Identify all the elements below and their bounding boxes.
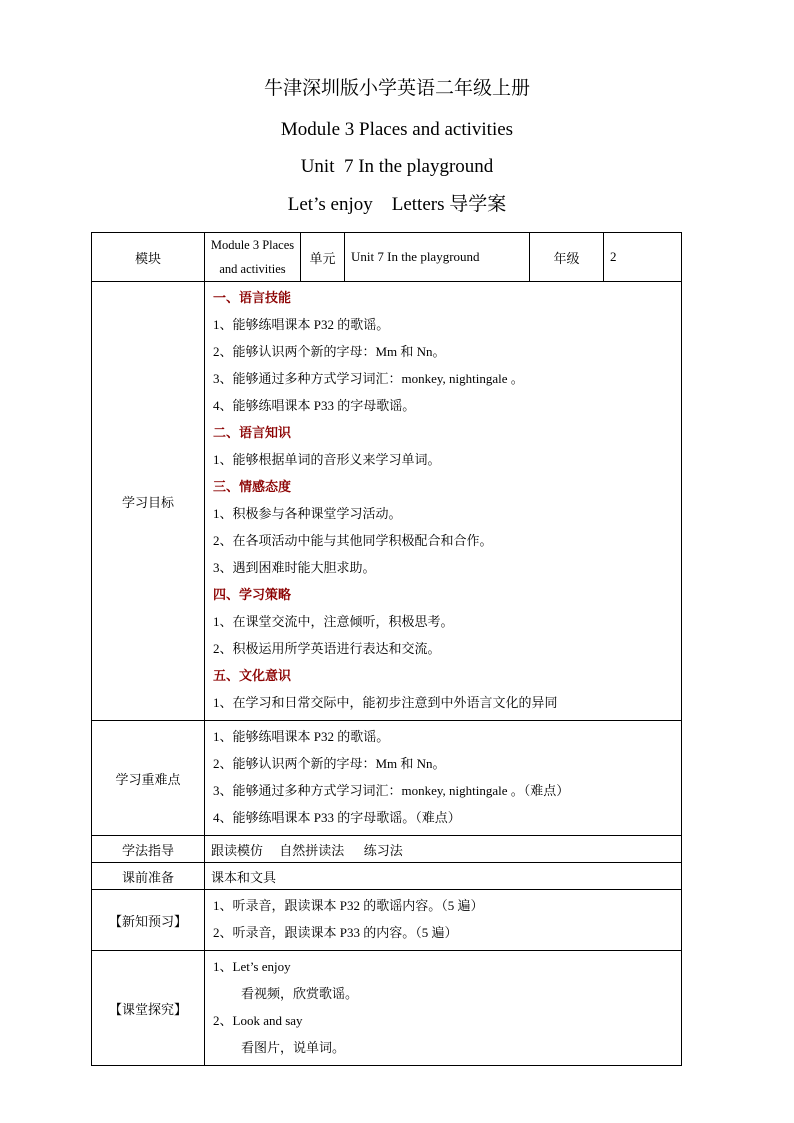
objective-line: 1、在学习和日常交际中，能初步注意到中外语言文化的异同	[213, 695, 558, 710]
explore-line: 2、Look and say	[213, 1013, 303, 1028]
key-point-line: 2、能够认识两个新的字母：Mm 和 Nn。	[213, 756, 446, 771]
doc-title-chinese: 牛津深圳版小学英语二年级上册	[263, 78, 530, 99]
explore-line: 1、Let’s enjoy	[213, 959, 291, 974]
preview-row	[92, 890, 682, 951]
explore-content	[205, 951, 682, 1066]
explore-row	[92, 951, 682, 1066]
methods-value: 跟读模仿 自然拼读法 练习法	[205, 836, 682, 863]
module-value: Module 3 Places and activities	[205, 233, 301, 282]
methods-row	[92, 836, 682, 863]
objective-section-heading: 二、语言知识	[213, 425, 292, 440]
lesson-plan-table	[91, 232, 682, 1066]
unit-value: Unit 7 In the playground	[345, 233, 530, 282]
preview-content	[205, 890, 682, 951]
key-point-line: 3、能够通过多种方式学习词汇：monkey, nightingale 。（难点）	[213, 783, 570, 798]
key-point-line: 4、能够练唱课本 P33 的字母歌谣。（难点）	[213, 810, 461, 825]
explore-label: 【课堂探究】	[92, 951, 205, 1066]
key-points-label: 学习重难点	[92, 721, 205, 836]
objective-line: 1、能够练唱课本 P32 的歌谣。	[213, 317, 390, 332]
grade-label: 年级	[530, 233, 604, 282]
doc-title-lesson: Let’s enjoy Letters 导学案	[287, 194, 507, 215]
objectives-label: 学习目标	[92, 282, 205, 721]
objective-line: 2、在各项活动中能与其他同学积极配合和合作。	[213, 533, 493, 548]
objective-line: 1、在课堂交流中，注意倾听，积极思考。	[213, 614, 454, 629]
unit-label: 单元	[301, 233, 345, 282]
objective-line: 2、积极运用所学英语进行表达和交流。	[213, 641, 441, 656]
key-points-content	[205, 721, 682, 836]
objective-line: 3、能够通过多种方式学习词汇：monkey, nightingale 。	[213, 371, 524, 386]
explore-line: 看图片，说单词。	[241, 1040, 346, 1055]
preview-line: 1、听录音，跟读课本 P32 的歌谣内容。（5 遍）	[213, 898, 484, 913]
objective-section-heading: 四、学习策略	[213, 587, 292, 602]
methods-label: 学法指导	[92, 836, 205, 863]
objective-section-heading: 三、情感态度	[213, 479, 292, 494]
objective-line: 1、积极参与各种课堂学习活动。	[213, 506, 402, 521]
preparation-value: 课本和文具	[205, 863, 682, 890]
header-row	[92, 233, 682, 282]
objectives-content	[205, 282, 682, 721]
preparation-label: 课前准备	[92, 863, 205, 890]
objective-section-heading: 一、语言技能	[213, 290, 292, 305]
objective-line: 1、能够根据单词的音形义来学习单词。	[213, 452, 441, 467]
doc-title-module: Module 3 Places and activities	[280, 119, 514, 140]
preview-label: 【新知预习】	[92, 890, 205, 951]
objective-line: 2、能够认识两个新的字母：Mm 和 Nn。	[213, 344, 446, 359]
objective-section-heading: 五、文化意识	[213, 668, 292, 683]
objective-line: 4、能够练唱课本 P33 的字母歌谣。	[213, 398, 416, 413]
preparation-row	[92, 863, 682, 890]
key-point-line: 1、能够练唱课本 P32 的歌谣。	[213, 729, 390, 744]
explore-line: 看视频，欣赏歌谣。	[241, 986, 359, 1001]
objective-line: 3、遇到困难时能大胆求助。	[213, 560, 376, 575]
key-points-row	[92, 721, 682, 836]
preview-line: 2、听录音，跟读课本 P33 的内容。（5 遍）	[213, 925, 458, 940]
objectives-row	[92, 282, 682, 721]
grade-value: 2	[604, 233, 682, 282]
doc-title-unit: Unit 7 In the playground	[300, 156, 494, 177]
module-label: 模块	[92, 233, 205, 282]
